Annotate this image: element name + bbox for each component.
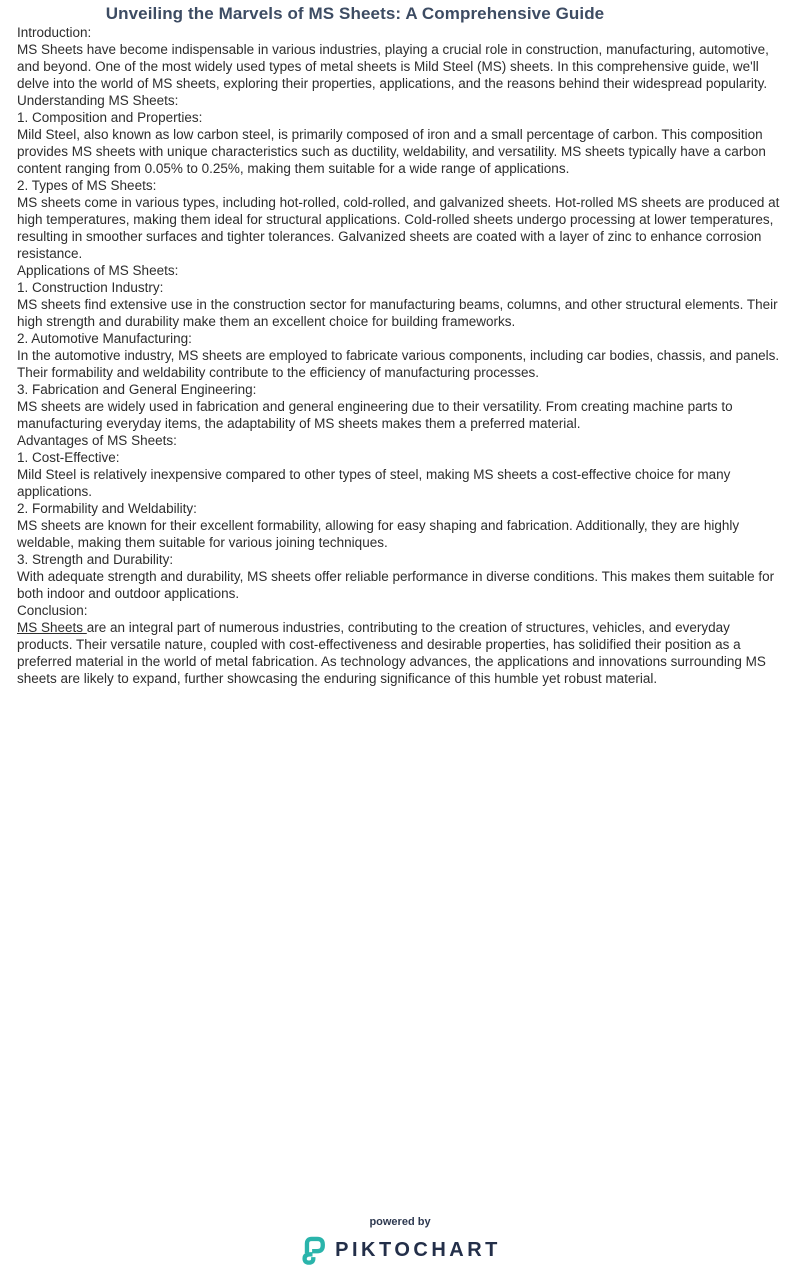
powered-by-label: powered by xyxy=(369,1216,431,1228)
section-heading-introduction: Introduction: xyxy=(17,25,92,40)
article-paragraph: MS sheets are known for their excellent formability, allowing for easy shaping and fabrication. Additionally, they are highly weldable, making them suitable for various joining techniques. xyxy=(17,518,740,550)
article-paragraph: MS sheets come in various types, including hot-rolled, cold-rolled, and galvanized sheets. Hot-rolled MS sheets are produced at high temperatures, making them ideal for structural applications. Cold-rolled sheets undergo processing at lower temperatures, resulting in smoother surfaces and tighter tolerances. Galvanized sheets are coated with a layer of zinc to enhance corrosion resistance. xyxy=(17,195,780,261)
section-heading-composition: 1. Composition and Properties: xyxy=(17,110,203,125)
section-heading-understanding: Understanding MS Sheets: xyxy=(17,93,179,108)
article-paragraph: MS sheets find extensive use in the construction sector for manufacturing beams, columns, and other structural elements. Their high strength and durability make them an excellent choice for building frameworks. xyxy=(17,297,778,329)
section-heading-conclusion: Conclusion: xyxy=(17,603,88,618)
page-title: Unveiling the Marvels of MS Sheets: A Comprehensive Guide xyxy=(105,4,605,23)
article-body xyxy=(0,24,800,687)
article-paragraph: Mild Steel, also known as low carbon steel, is primarily composed of iron and a small percentage of carbon. This composition provides MS sheets with unique characteristics such as ductility, weldability, and versatility. MS sheets typically have a carbon content ranging from 0.05% to 0.25%, making them suitable for a wide range of applications. xyxy=(17,127,766,176)
section-heading-strength: 3. Strength and Durability: xyxy=(17,552,174,567)
article-paragraph: MS Sheets have become indispensable in various industries, playing a crucial role in construction, manufacturing, automotive, and beyond. One of the most widely used types of metal sheets is Mild Steel (MS) sheets. In this comprehensive guide, we'll delve into the world of MS sheets, exploring their properties, applications, and the reasons behind their widespread popularity. xyxy=(17,42,769,91)
piktochart-wordmark: PIKTOCHART xyxy=(335,1238,501,1261)
article-paragraph: With adequate strength and durability, MS sheets offer reliable performance in diverse conditions. This makes them suitable for both indoor and outdoor applications. xyxy=(17,569,775,601)
conclusion-paragraph xyxy=(17,619,783,687)
section-heading-formability: 2. Formability and Weldability: xyxy=(17,501,197,516)
article-paragraph: MS sheets are widely used in fabrication and general engineering due to their versatility. From creating machine parts to manufacturing everyday items, the adaptability of MS sheets makes them a preferred material. xyxy=(17,399,733,431)
section-heading-applications: Applications of MS Sheets: xyxy=(17,263,179,278)
section-heading-advantages: Advantages of MS Sheets: xyxy=(17,433,177,448)
article-paragraph: In the automotive industry, MS sheets are employed to fabricate various components, including car bodies, chassis, and panels. Their formability and weldability contribute to the efficiency of manufacturing processes. xyxy=(17,348,780,380)
ms-sheets-link[interactable]: MS Sheets xyxy=(17,620,87,635)
section-heading-fabrication: 3. Fabrication and General Engineering: xyxy=(17,382,257,397)
piktochart-footer xyxy=(0,1216,800,1265)
section-heading-cost-effective: 1. Cost-Effective: xyxy=(17,450,120,465)
article-paragraph: Mild Steel is relatively inexpensive compared to other types of steel, making MS sheets a cost-effective choice for many applications. xyxy=(17,467,731,499)
section-heading-construction: 1. Construction Industry: xyxy=(17,280,164,295)
piktochart-icon xyxy=(299,1235,326,1265)
piktochart-logo[interactable] xyxy=(0,1235,800,1265)
section-heading-automotive: 2. Automotive Manufacturing: xyxy=(17,331,192,346)
section-heading-types: 2. Types of MS Sheets: xyxy=(17,178,157,193)
conclusion-text: are an integral part of numerous industries, contributing to the creation of structures, vehicles, and everyday products. Their versatile nature, coupled with cost-effectiveness and desirable properties, has solidified their position as a preferred material in the world of metal fabrication. As technology advances, the applications and innovations surrounding MS sheets are likely to expand, further showcasing the enduring significance of this humble yet robust material. xyxy=(17,620,766,686)
